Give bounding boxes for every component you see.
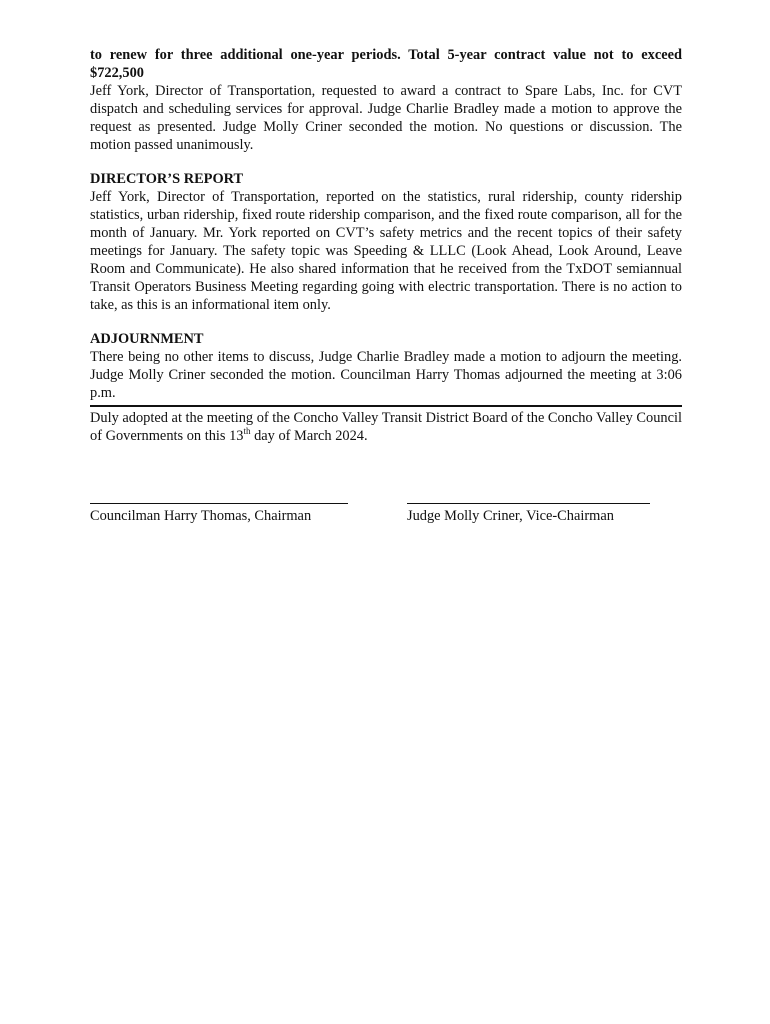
adjournment-heading: ADJOURNMENT xyxy=(90,331,204,347)
signature-block xyxy=(90,503,682,543)
signature-line xyxy=(90,503,348,504)
adoption-ordinal-suffix: th xyxy=(243,426,251,437)
contract-item-title: to renew for three additional one-year periods. Total 5-year contract value not to exceed $722,500 xyxy=(90,47,682,81)
adoption-text-after: day of March 2024. xyxy=(250,428,368,444)
chairman-signature xyxy=(90,503,348,525)
directors-report-heading: DIRECTOR’S REPORT xyxy=(90,171,244,187)
minutes-page xyxy=(90,46,682,543)
chairman-name: Councilman Harry Thomas, Chairman xyxy=(90,508,312,524)
adoption-text-before: Duly adopted at the meeting of the Concho Valley Transit District Board of the Concho Valley Council of Governments on this 13 xyxy=(90,410,682,444)
vice-chairman-signature xyxy=(407,503,650,525)
vice-chairman-name: Judge Molly Criner, Vice-Chairman xyxy=(407,508,614,524)
directors-report-body: Jeff York, Director of Transportation, reported on the statistics, rural ridership, county ridership statistics, urban ridership, fixed route ridership comparison, and the fixed route comparison, all for the month of January. Mr. York reported on CVT’s safety metrics and the recent topics of their safety meetings for January. The safety topic was Speeding & LLLC (Look Ahead, Look Around, Leave Room and Communicate). He also shared information that he received from the TxDOT semiannual Transit Operators Business Meeting regarding going with electric transportation. There is no action to take, as this is an informational item only. xyxy=(90,189,682,313)
adjournment-body: There being no other items to discuss, Judge Charlie Bradley made a motion to adjourn the meeting. Judge Molly Criner seconded the motion. Councilman Harry Thomas adjourned the meeting at 3:06 p.m. xyxy=(90,349,682,401)
contract-item-body: Jeff York, Director of Transportation, requested to award a contract to Spare Labs, Inc. for CVT dispatch and scheduling services for approval. Judge Charlie Bradley made a motion to approve the request as presented. Judge Molly Criner seconded the motion. No questions or discussion. The motion passed unanimously. xyxy=(90,83,682,153)
section-divider xyxy=(90,405,682,407)
adoption-statement xyxy=(90,409,682,445)
signature-line xyxy=(407,503,650,504)
